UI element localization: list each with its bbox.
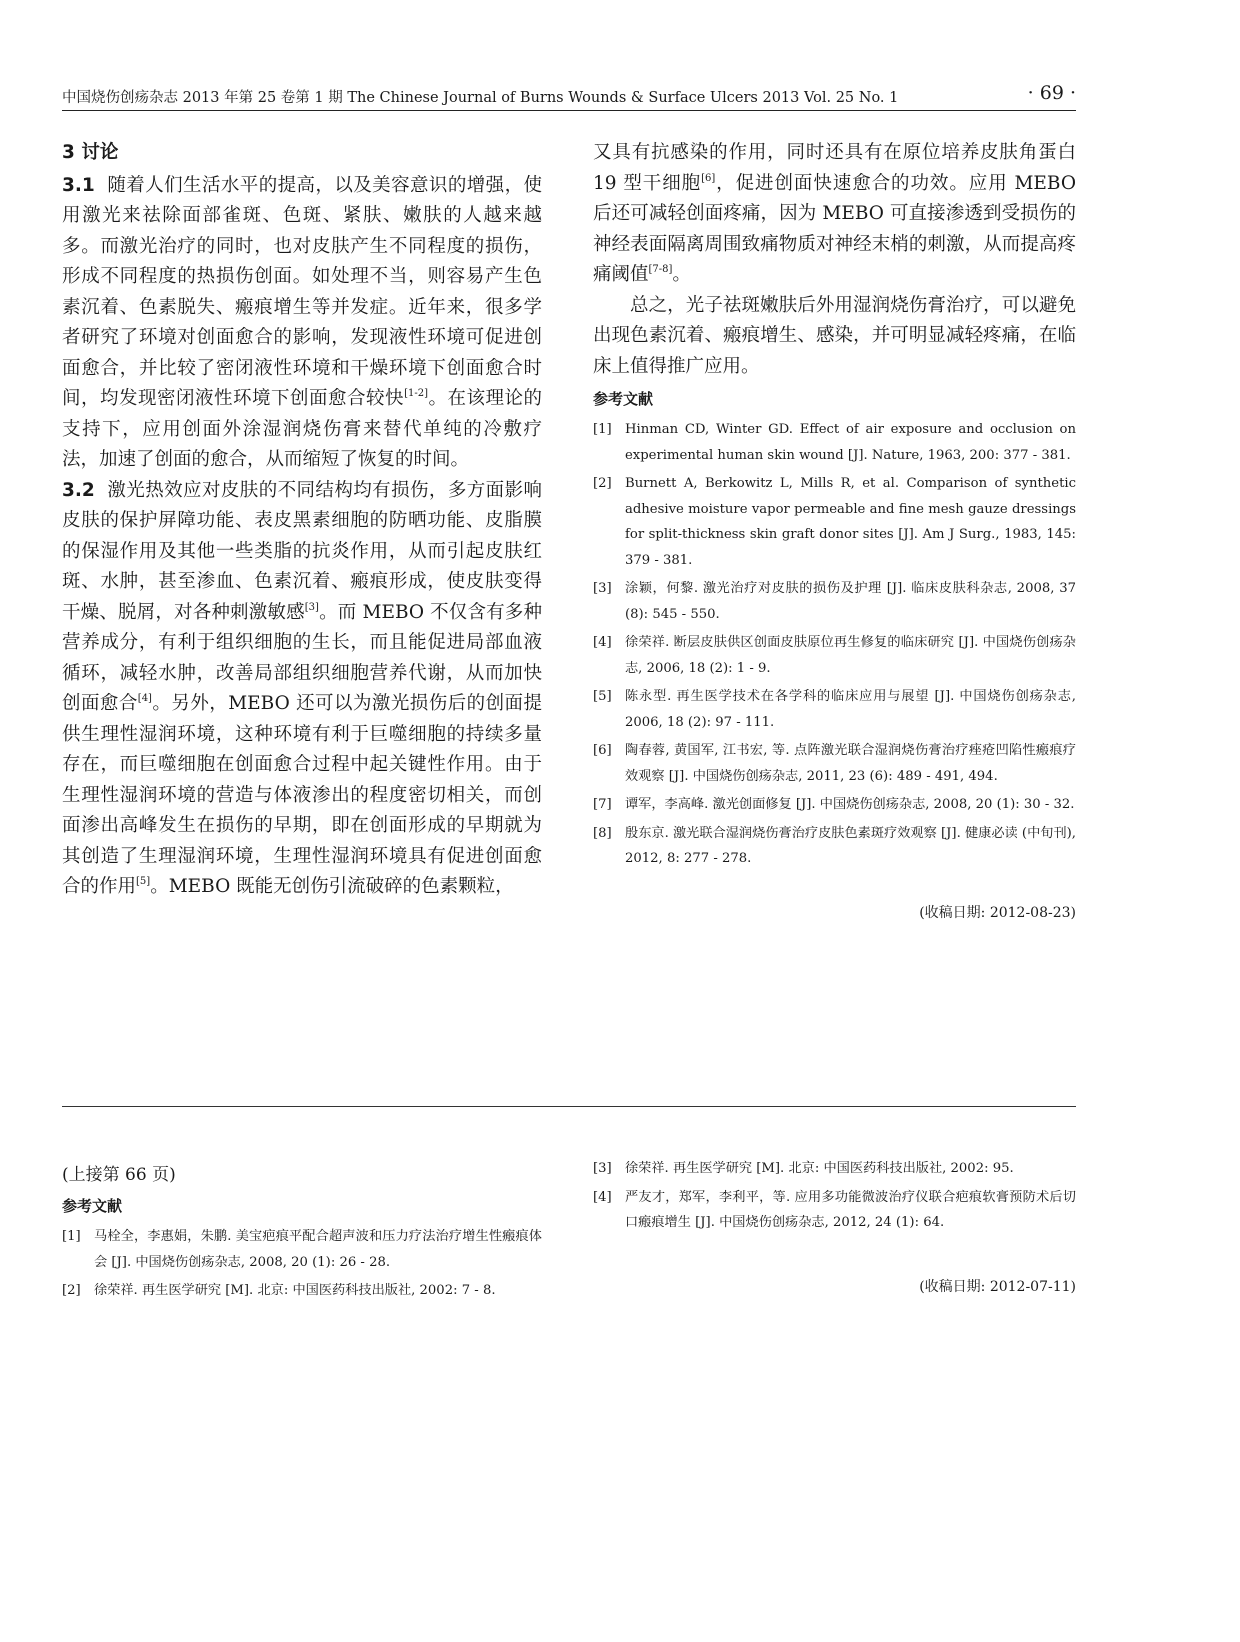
paragraph-text: 激光热效应对皮肤的不同结构均有损伤，多方面影响皮肤的保护屏障功能、表皮黑素细胞的防晒功能、皮脂膜的保湿作用及其他一些类脂的抗炎作用，从而引起皮肤红斑、水肿，甚至渗血、色素沉着、瘢痕形成，使皮肤变得干燥、脱屑，对各种刺激敏感 — [62, 479, 542, 623]
paragraph-text: 。在该理论的支持下，应用创面外涂湿润烧伤膏来替代单纯的冷敷疗法，加速了创面的愈合，从而缩短了恢复的时间。 — [62, 388, 542, 470]
reference-item — [593, 792, 1076, 818]
reference-text: 涂颖，何黎. 激光治疗对皮肤的损伤及护理 [J]. 临床皮肤科杂志, 2008, 37 (8): 545 - 550. — [625, 581, 1076, 622]
reference-item — [593, 738, 1076, 789]
reference-item — [62, 1224, 542, 1275]
reference-item — [593, 684, 1076, 735]
header-rule — [62, 110, 1076, 111]
continued-references-list — [62, 1224, 542, 1304]
reference-number: [8] — [593, 825, 612, 841]
reference-item — [593, 1156, 1076, 1182]
citation: [3] — [304, 601, 319, 613]
paragraph-continued — [593, 138, 1076, 291]
left-column — [62, 138, 542, 903]
journal-header-text: 中国烧伤创疡杂志 2013 年第 25 卷第 1 期 The Chinese Journal of Burns Wounds & Surface Ulcers 2013 Vol. 25 No. 1 — [62, 90, 899, 106]
reference-text: 徐荣祥. 再生医学研究 [M]. 北京: 中国医药科技出版社, 2002: 7 - 8. — [94, 1283, 496, 1298]
subsection-number: 3.1 — [62, 174, 95, 196]
references-list — [593, 417, 1076, 872]
reference-number: [2] — [593, 476, 612, 491]
received-date: (收稿日期: 2012-08-23) — [919, 904, 1076, 921]
continued-left-column — [62, 1160, 542, 1307]
reference-item — [62, 1278, 542, 1304]
reference-item — [593, 576, 1076, 627]
continued-references-heading: 参考文献 — [62, 1197, 123, 1215]
reference-item — [593, 417, 1076, 468]
reference-text: 马栓全，李惠娟，朱鹏. 美宝疤痕平配合超声波和压力疗法治疗增生性瘢痕体会 [J]. 中国烧伤创疡杂志, 2008, 20 (1): 26 - 28. — [94, 1229, 542, 1270]
reference-number: [6] — [593, 743, 612, 758]
reference-item — [593, 821, 1076, 872]
reference-number: [2] — [62, 1283, 81, 1298]
citation: [6] — [701, 172, 716, 184]
references-heading: 参考文献 — [593, 390, 654, 408]
reference-item — [593, 630, 1076, 681]
conclusion-paragraph: 总之，光子祛斑嫩肤后外用湿润烧伤膏治疗，可以避免出现色素沉着、瘢痕增生、感染，并可明显减轻疼痛，在临床上值得推广应用。 — [593, 294, 1076, 377]
subsection-number: 3.2 — [62, 479, 95, 501]
reference-text: 谭军，李高峰. 激光创面修复 [J]. 中国烧伤创疡杂志, 2008, 20 (1): 30 - 32. — [625, 797, 1075, 812]
reference-text: 陶春蓉, 黄国军, 江书宏, 等. 点阵激光联合湿润烧伤膏治疗痤疮凹陷性瘢痕疗效观察 [J]. 中国烧伤创疡杂志, 2011, 23 (6): 489 - 491, 494. — [625, 743, 1076, 784]
paragraph-text: ，促进创面快速愈合的功效。应用 MEBO 后还可减轻创面疼痛，因为 MEBO 可直接渗透到受损伤的神经表面隔离周围致痛物质对神经末梢的刺激，从而提高疼痛阈值 — [593, 172, 1077, 285]
reference-text: 徐荣祥. 断层皮肤供区创面皮肤原位再生修复的临床研究 [J]. 中国烧伤创疡杂志, 2006, 18 (2): 1 - 9. — [625, 635, 1076, 676]
article-divider — [62, 1106, 1076, 1107]
paragraph-text: 。而 MEBO 不仅含有多种营养成分，有利于组织细胞的生长，而且能促进局部血液循环，减轻水肿，改善局部组织细胞营养代谢，从而加快创面愈合 — [62, 601, 542, 714]
continued-received-date: (收稿日期: 2012-07-11) — [919, 1278, 1076, 1295]
reference-number: [4] — [593, 635, 612, 650]
reference-text: 徐荣祥. 再生医学研究 [M]. 北京: 中国医药科技出版社, 2002: 95. — [625, 1161, 1014, 1176]
reference-text: Burnett A, Berkowitz L, Mills R, et al. Comparison of synthetic adhesive moisture vapor permeable and fine mesh gauze dressings for split-thickness skin graft donor sites [J]. Am J Surg., 1983, 145: 379 - 381. — [625, 476, 1076, 568]
citation: [4] — [137, 693, 152, 704]
paragraph-text: 随着人们生活水平的提高，以及美容意识的增强，使用激光来祛除面部雀斑、色斑、紧肤、嫩肤的人越来越多。而激光治疗的同时，也对皮肤产生不同程度的损伤，形成不同程度的热损伤创面。如处理不当，则容易产生色素沉着、色素脱失、瘢痕增生等并发症。近年来，很多学者研究了环境对创面愈合的影响，发现液性环境可促进创面愈合，并比较了密闭液性环境和干燥环境下创面愈合时间，均发现密闭液性环境下创面愈合较快 — [62, 174, 542, 409]
page-number: · 69 · — [1027, 82, 1076, 104]
reference-number: [7] — [593, 797, 612, 812]
reference-text: 殷东京. 激光联合湿润烧伤膏治疗皮肤色素斑疗效观察 [J]. 健康必读 (中旬刊), 2012, 8: 277 - 278. — [625, 825, 1076, 866]
reference-item — [593, 471, 1076, 573]
continued-references-list — [593, 1156, 1076, 1236]
reference-number: [1] — [62, 1229, 81, 1244]
right-column — [593, 138, 1076, 922]
reference-text: Hinman CD, Winter GD. Effect of air exposure and occlusion on experimental human skin wound [J]. Nature, 1963, 200: 377 - 381. — [625, 422, 1076, 463]
paragraph-text: 。 — [672, 264, 691, 285]
reference-text: 严友才，郑军，李利平，等. 应用多功能微波治疗仪联合疤痕软膏预防术后切口瘢痕增生 [J]. 中国烧伤创疡杂志, 2012, 24 (1): 64. — [625, 1189, 1076, 1230]
reference-number: [5] — [593, 689, 612, 704]
paragraph-3-2 — [62, 476, 542, 903]
reference-number: [1] — [593, 422, 612, 437]
continued-label: (上接第 66 页) — [62, 1165, 176, 1185]
citation: [5] — [136, 876, 151, 887]
section-heading: 3 讨论 — [62, 142, 119, 163]
reference-number: [3] — [593, 1161, 612, 1176]
paragraph-text: 。MEBO 既能无创伤引流破碎的色素颗粒， — [150, 876, 514, 897]
citation: [7-8] — [648, 264, 673, 275]
reference-number: [4] — [593, 1189, 612, 1205]
paragraph-text: 。另外，MEBO 还可以为激光损伤后的创面提供生理性湿润环境，这种环境有利于巨噬细胞的持续多量存在，而巨噬细胞在创面愈合过程中起关键性作用。由于生理性湿润环境的营造与体液渗出的程度密切相关，而创面渗出高峰发生在损伤的早期，即在创面形成的早期就为其创造了生理湿润环境，生理性湿润环境具有促进创面愈合的作用 — [62, 693, 542, 897]
reference-item — [593, 1185, 1076, 1236]
reference-text: 陈永型. 再生医学技术在各学科的临床应用与展望 [J]. 中国烧伤创疡杂志, 2006, 18 (2): 97 - 111. — [625, 689, 1076, 730]
paragraph-3-1 — [62, 171, 542, 476]
continued-right-column — [593, 1156, 1076, 1296]
reference-number: [3] — [593, 581, 612, 596]
citation: [1-2] — [404, 388, 428, 399]
paragraph-text: 又具有抗感染的作用，同时还具有在原位培养皮肤角蛋白 19 型干细胞 — [593, 142, 1076, 194]
